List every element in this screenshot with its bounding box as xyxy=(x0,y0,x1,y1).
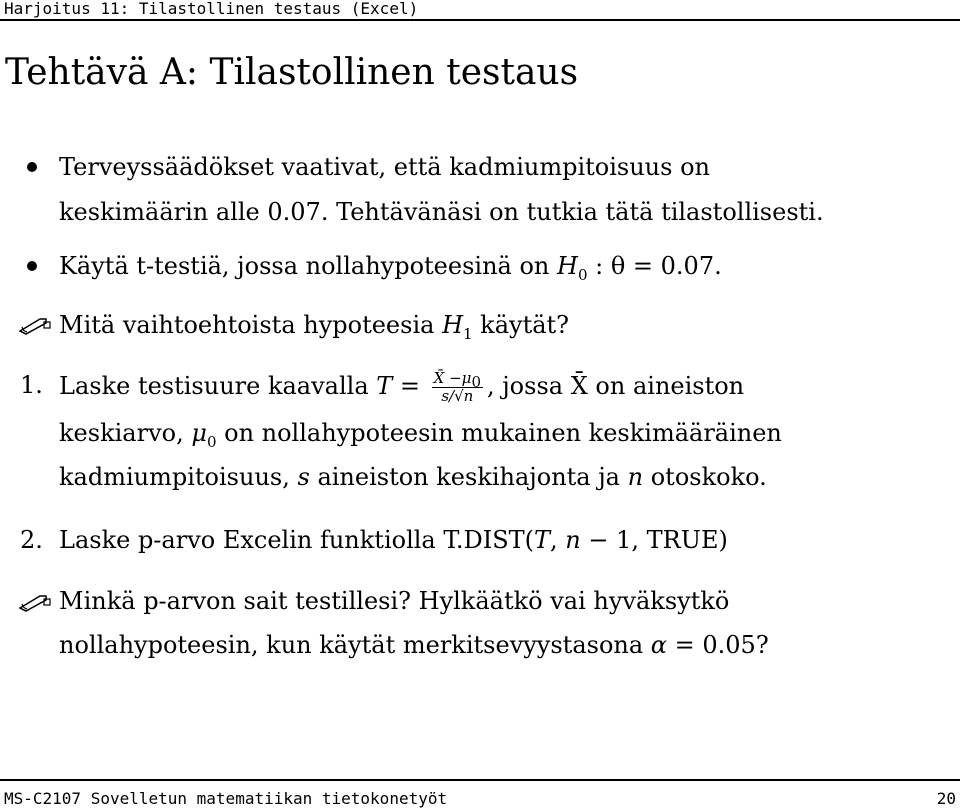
slide-header xyxy=(0,0,960,22)
step1-line2-text: keskiarvo, xyxy=(59,419,192,447)
step1-line3-tail: otoskoko. xyxy=(643,463,767,491)
h1-symbol: H xyxy=(442,311,463,339)
bullet-dot-icon xyxy=(27,261,37,271)
h0-subscript: 0 xyxy=(577,265,588,284)
question2-tail: = 0.05? xyxy=(667,631,769,659)
slide-footer xyxy=(0,775,960,811)
step1-text: Laske testisuure kaavalla xyxy=(59,372,377,400)
step1-number: 1. xyxy=(20,371,43,399)
bullet1-line1: Terveyssäädökset vaativat, että kadmiumpitoisuus on xyxy=(59,153,710,181)
s-symbol: s xyxy=(297,463,310,491)
t-statistic-fraction xyxy=(432,370,483,405)
t-symbol: T xyxy=(376,372,393,400)
n-symbol: n xyxy=(627,463,644,491)
question1-line xyxy=(59,310,570,343)
step1-line2 xyxy=(59,418,782,451)
step1-line3-text: kadmiumpitoisuus, xyxy=(59,463,298,491)
step1-line3-mid: aineiston keskihajonta ja xyxy=(309,463,628,491)
n-symbol: n xyxy=(565,526,581,554)
step2-line xyxy=(59,525,728,555)
question1-tail: käytät? xyxy=(472,311,570,339)
header-title: Harjoitus 11: Tilastollinen testaus (Excel) xyxy=(4,0,419,18)
pencil-icon xyxy=(18,592,52,612)
pencil-icon xyxy=(18,315,52,335)
page-number: 20 xyxy=(936,789,956,808)
question2-text: nollahypoteesin, kun käytät merkitsevyystasona xyxy=(59,631,651,659)
bullet2-text: Käytä t-testiä, jossa nollahypoteesinä on xyxy=(59,252,558,280)
question1-text: Mitä vaihtoehtoista hypoteesia xyxy=(59,311,443,339)
bullet1-line2: keskimäärin alle 0.07. Tehtävänäsi on tutkia tätä tilastollisesti. xyxy=(59,198,824,226)
header-rule xyxy=(0,19,960,21)
bullet2-tail: : θ = 0.07. xyxy=(587,252,722,280)
footer-rule xyxy=(0,779,960,781)
step2-number: 2. xyxy=(20,526,43,554)
mu-subscript: 0 xyxy=(206,432,217,451)
t-symbol: T xyxy=(534,526,551,554)
question2-line1: Minkä p-arvon sait testillesi? Hylkäätkö vai hyväksytkö xyxy=(59,587,730,615)
bullet-dot-icon xyxy=(27,162,37,172)
step1-tail: , jossa X̄ on aineiston xyxy=(486,372,745,400)
step1-line3 xyxy=(59,462,767,492)
denominator-text: s/√n xyxy=(441,387,474,405)
mu-symbol: μ xyxy=(191,419,207,447)
bullet2-line xyxy=(59,251,722,284)
numerator-text: X̄ −μ xyxy=(433,369,472,387)
slide-title: Tehtävä A: Tilastollinen testaus xyxy=(5,52,579,93)
step2-comma: , xyxy=(550,526,566,554)
step2-tail: − 1, TRUE) xyxy=(580,526,728,554)
h1-subscript: 1 xyxy=(463,324,473,343)
alpha-symbol: α xyxy=(650,631,668,659)
equals-sign: = xyxy=(392,372,428,400)
question2-line2 xyxy=(59,630,769,660)
course-name: MS-C2107 Sovelletun matematiikan tietokonetyöt xyxy=(4,789,448,808)
fraction-numerator xyxy=(432,369,483,391)
step1-line2-tail: on nollahypoteesin mukainen keskimääräinen xyxy=(216,419,782,447)
h0-symbol: H xyxy=(557,252,578,280)
numerator-subscript: 0 xyxy=(471,373,481,391)
step2-text: Laske p-arvo Excelin funktiolla T.DIST( xyxy=(59,526,535,554)
step1-line1 xyxy=(59,370,744,405)
